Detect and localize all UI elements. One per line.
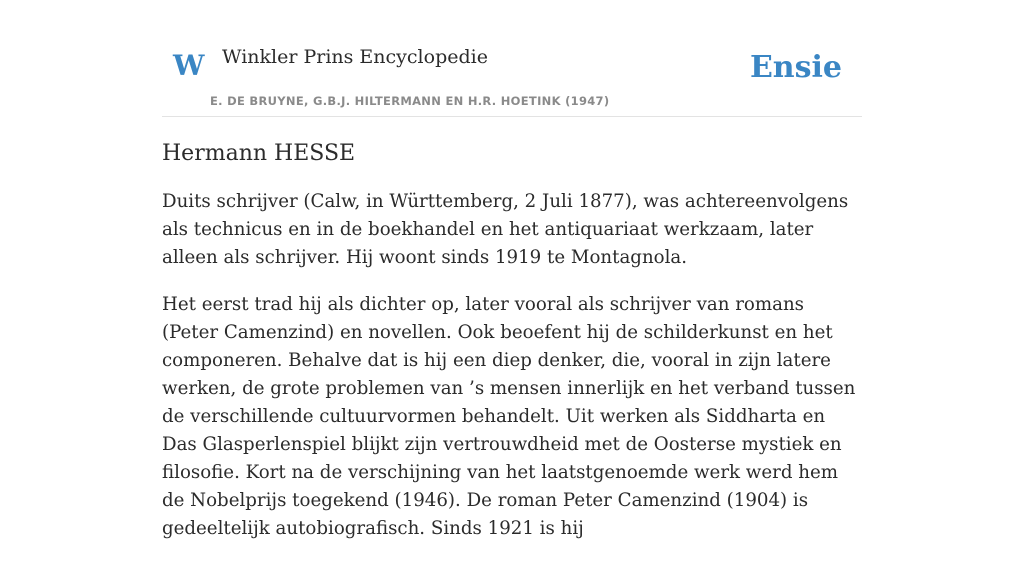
- source-logo[interactable]: W: [173, 49, 205, 82]
- article-title: Hermann HESSE: [162, 141, 356, 166]
- source-authors: E. DE BRUYNE, G.B.J. HILTERMANN EN H.R. HOETINK (1947): [210, 94, 610, 108]
- article-body: [162, 138, 862, 562]
- article-paragraph: Duits schrijver (Calw, in Württemberg, 2 Juli 1877), was achtereenvolgens als technicus en in de boekhandel en het antiquariaat werkzaam, later alleen als schrijver. Hij woont sinds 1919 te Montagnola.: [162, 190, 849, 268]
- page-header: [162, 0, 862, 117]
- article-paragraph: Het eerst trad hij als dichter op, later vooral als schrijver van romans (Peter Camenzind) en novellen. Ook beoefent hij de schilderkunst en het componeren. Behalve dat is hij een diep denker, die, vooral in zijn latere werken, de grote problemen van ’s mensen innerlijk en het verband tussen de verschillende cultuurvormen behandelt. Uit werken als Siddharta en Das Glasperlenspiel blijkt zijn vertrouwdheid met de Oosterse mystiek en filosofie. Kort na de verschijning van het laatstgenoemde werk werd hem de Nobelprijs toegekend (1946). De roman Peter Camenzind (1904) is gedeeltelijk autobiografisch. Sinds 1921 is hij: [162, 293, 856, 539]
- brand-logo-link[interactable]: Ensie: [749, 50, 842, 85]
- source-title-link[interactable]: Winkler Prins Encyclopedie: [222, 46, 488, 68]
